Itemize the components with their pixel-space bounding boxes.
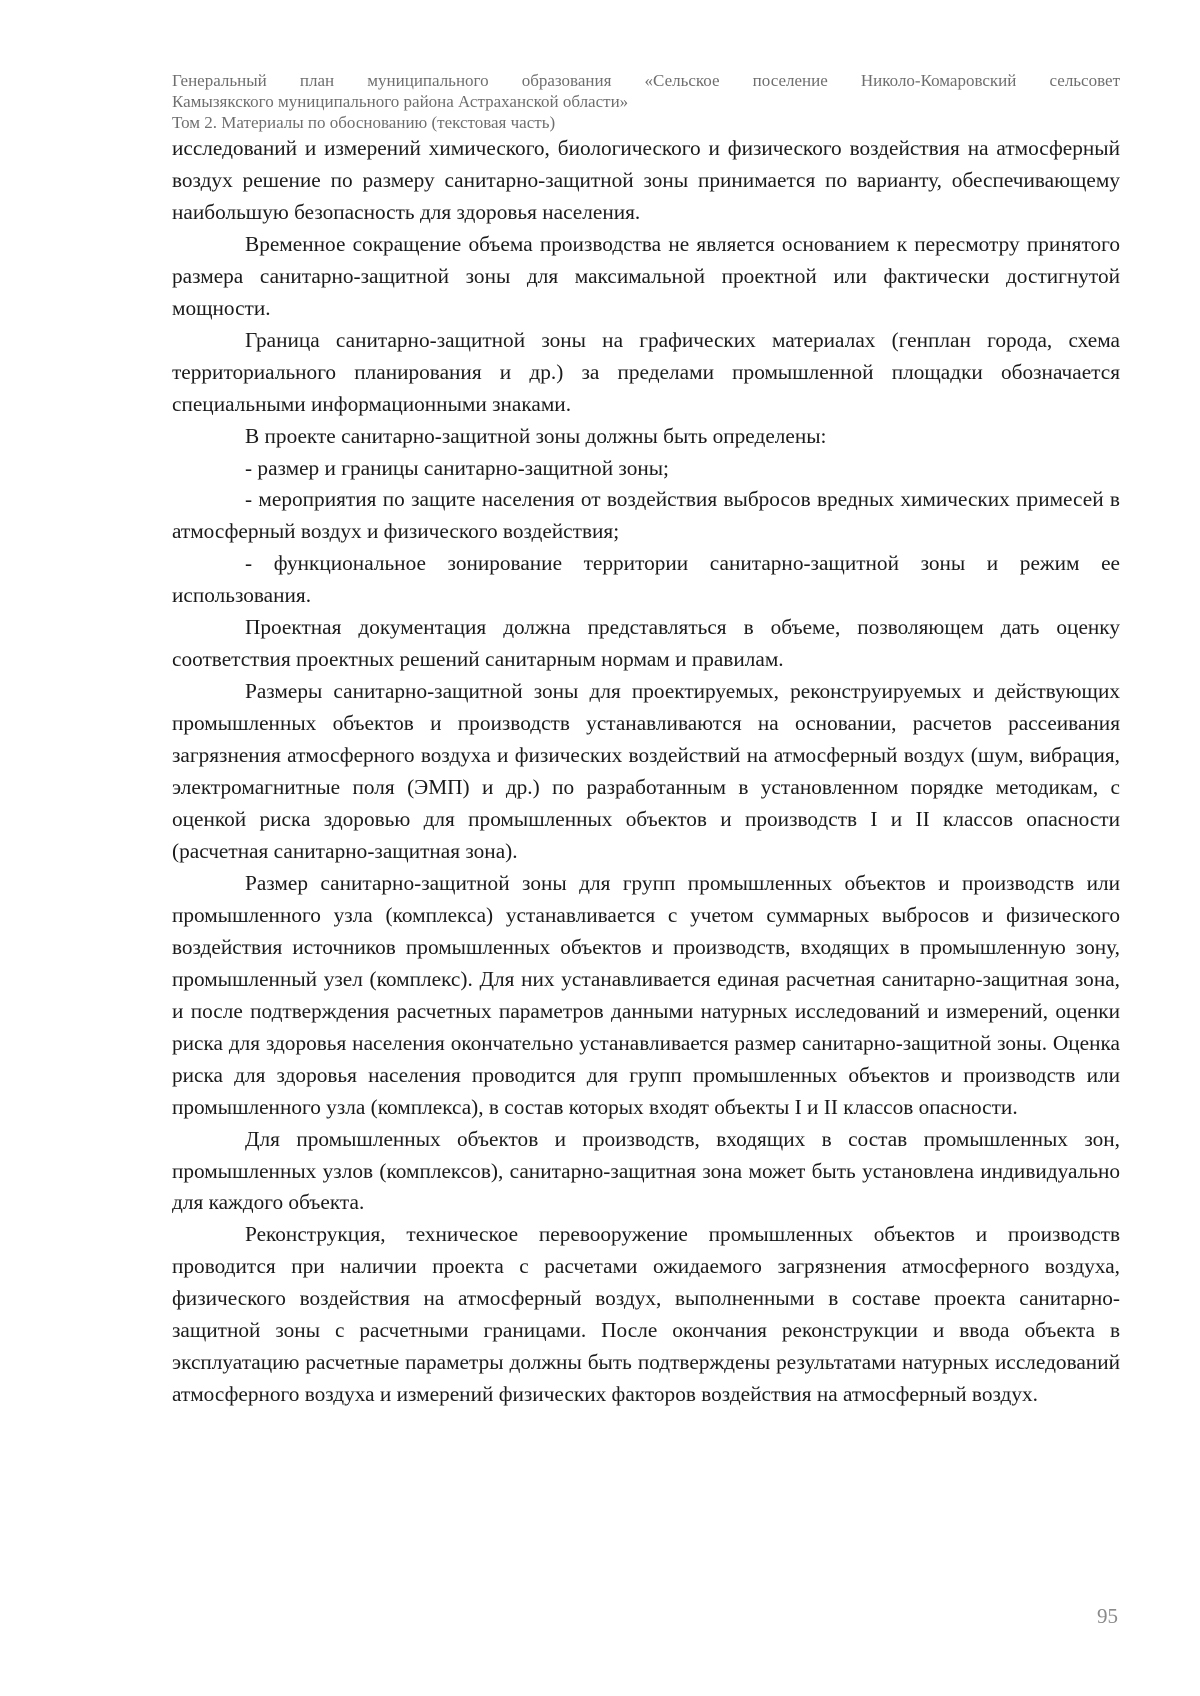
list-item-protection-measures: - мероприятия по защите населения от воздействия выбросов вредных химических примесей в атмосферный воздух и физического воздействия; (172, 487, 1120, 544)
running-header (172, 70, 1120, 133)
paragraph-project-requirements: В проекте санитарно-защитной зоны должны быть определены: (245, 423, 827, 448)
page-content (172, 70, 1120, 1411)
body-text (172, 133, 1120, 1411)
header-line-3: Том 2. Материалы по обоснованию (текстовая часть) (172, 113, 556, 132)
paragraph-individual-zone: Для промышленных объектов и производств, входящих в состав промышленных зон, промышленных узлов (комплексов), санитарно-защитная зона может быть установлена индивидуально для каждого объекта. (172, 1126, 1120, 1215)
paragraph-continuation: исследований и измерений химического, биологического и физического воздействия на атмосферный воздух решение по размеру санитарно-защитной зоны принимается по варианту, обеспечивающему наибольшую безопасность для здоровья населения. (172, 136, 1120, 224)
paragraph-project-documentation: Проектная документация должна представляться в объеме, позволяющем дать оценку соответствия проектных решений санитарным нормам и правилам. (172, 615, 1120, 672)
paragraph-zone-sizes: Размеры санитарно-защитной зоны для проектируемых, реконструируемых и действующих промышленных объектов и производств устанавливаются на основании, расчетов рассеивания загрязнения атмосферного воздуха и физических воздействий на атмосферный воздух (шум, вибрация, электромагнитные поля (ЭМП) и др.) по разработанным в установленном порядке методикам, с оценкой риска здоровью для промышленных объектов и производств I и II классов опасности (расчетная санитарно-защитная зона). (172, 679, 1120, 863)
list-item-size-and-boundaries: - размер и границы санитарно-защитной зоны; (245, 455, 669, 480)
list-item-functional-zoning: - функциональное зонирование территории санитарно-защитной зоны и режим ее использования. (172, 551, 1120, 608)
header-line-2: Камызякского муниципального района Астраханской области» (172, 92, 629, 111)
paragraph-zone-boundary: Граница санитарно-защитной зоны на графических материалах (генплан города, схема территориального планирования и др.) за пределами промышленной площадки обозначается специальными информационными знаками. (172, 327, 1120, 416)
paragraph-temporary-reduction: Временное сокращение объема производства не является основанием к пересмотру принятого размера санитарно-защитной зоны для максимальной проектной или фактически достигнутой мощности. (172, 231, 1120, 320)
paragraph-reconstruction: Реконструкция, техническое перевооружение промышленных объектов и производств проводится при наличии проекта с расчетами ожидаемого загрязнения атмосферного воздуха, физического воздействия на атмосферный воздух, выполненными в составе проекта санитарно-защитной зоны с расчетными границами. После окончания реконструкции и ввода объекта в эксплуатацию расчетные параметры должны быть подтверждены результатами натурных исследований атмосферного воздуха и измерений физических факторов воздействия на атмосферный воздух. (172, 1222, 1120, 1407)
paragraph-group-zone-size: Размер санитарно-защитной зоны для групп промышленных объектов и производств или промышленного узла (комплекса) устанавливается с учетом суммарных выбросов и физического воздействия источников промышленных объектов и производств, входящих в промышленную зону, промышленный узел (комплекс). Для них устанавливается единая расчетная санитарно-защитная зона, и после подтверждения расчетных параметров данными натурных исследований и измерений, оценки риска для здоровья населения окончательно устанавливается размер санитарно-защитной зоны. Оценка риска для здоровья населения проводится для групп промышленных объектов и производств или промышленного узла (комплекса), в состав которых входят объекты I и II классов опасности. (172, 870, 1120, 1119)
header-line-1: Генеральный план муниципального образования «Сельское поселение Николо-Комаровский сельсовет (172, 71, 1120, 90)
page-number: 95 (1097, 1604, 1118, 1628)
